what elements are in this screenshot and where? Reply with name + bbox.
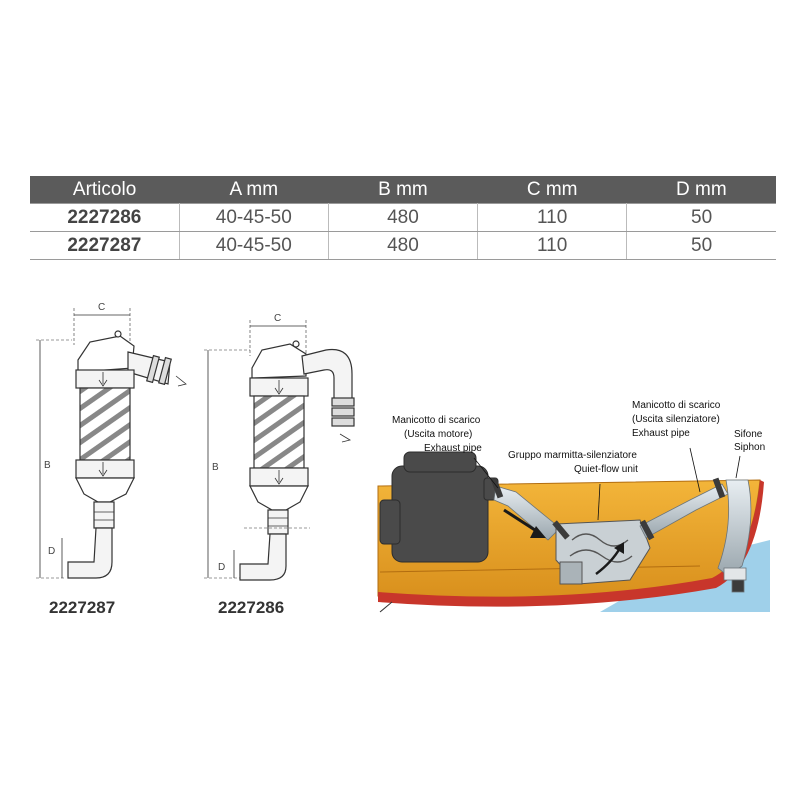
callout-sifone-1: Sifone [734, 429, 763, 440]
header-b: B mm [328, 176, 477, 204]
model-label-right: 2227286 [218, 598, 285, 617]
model-label-left: 2227287 [49, 598, 116, 617]
cell-d: 50 [627, 232, 776, 260]
cell-b: 480 [328, 204, 477, 232]
header-d: D mm [627, 176, 776, 204]
cell-d: 50 [627, 204, 776, 232]
callout-manicotto-silenziatore-3: Exhaust pipe [632, 428, 690, 439]
dim-b-label: B [212, 462, 219, 473]
callout-manicotto-motore-2: (Uscita motore) [404, 429, 473, 440]
dim-d-label: D [218, 562, 226, 573]
cell-a: 40-45-50 [179, 204, 328, 232]
cell-articolo: 2227287 [30, 232, 179, 260]
callout-manicotto-motore-3: Exhaust pipe [424, 443, 482, 454]
header-articolo: Articolo [30, 176, 179, 204]
cell-b: 480 [328, 232, 477, 260]
dim-b-label: B [44, 460, 51, 471]
header-c: C mm [478, 176, 627, 204]
callout-gruppo-1: Gruppo marmitta-silenziatore [508, 450, 637, 461]
dim-c-label: C [98, 302, 106, 313]
drawing-2227286 [204, 320, 354, 580]
callout-manicotto-silenziatore-1: Manicotto di scarico [632, 400, 721, 411]
dim-d-label: D [48, 546, 56, 557]
dim-c-label: C [274, 313, 282, 324]
header-a: A mm [179, 176, 328, 204]
engine [380, 452, 498, 562]
callout-sifone-2: Siphon [734, 442, 766, 453]
cell-a: 40-45-50 [179, 232, 328, 260]
cell-c: 110 [478, 204, 627, 232]
cell-c: 110 [478, 232, 627, 260]
callout-manicotto-silenziatore-2: (Uscita silenziatore) [632, 414, 720, 425]
cell-articolo: 2227286 [30, 204, 179, 232]
callout-gruppo-2: Quiet-flow unit [574, 464, 638, 475]
drawing-2227287 [36, 308, 186, 578]
callout-manicotto-motore-1: Manicotto di scarico [392, 415, 481, 426]
